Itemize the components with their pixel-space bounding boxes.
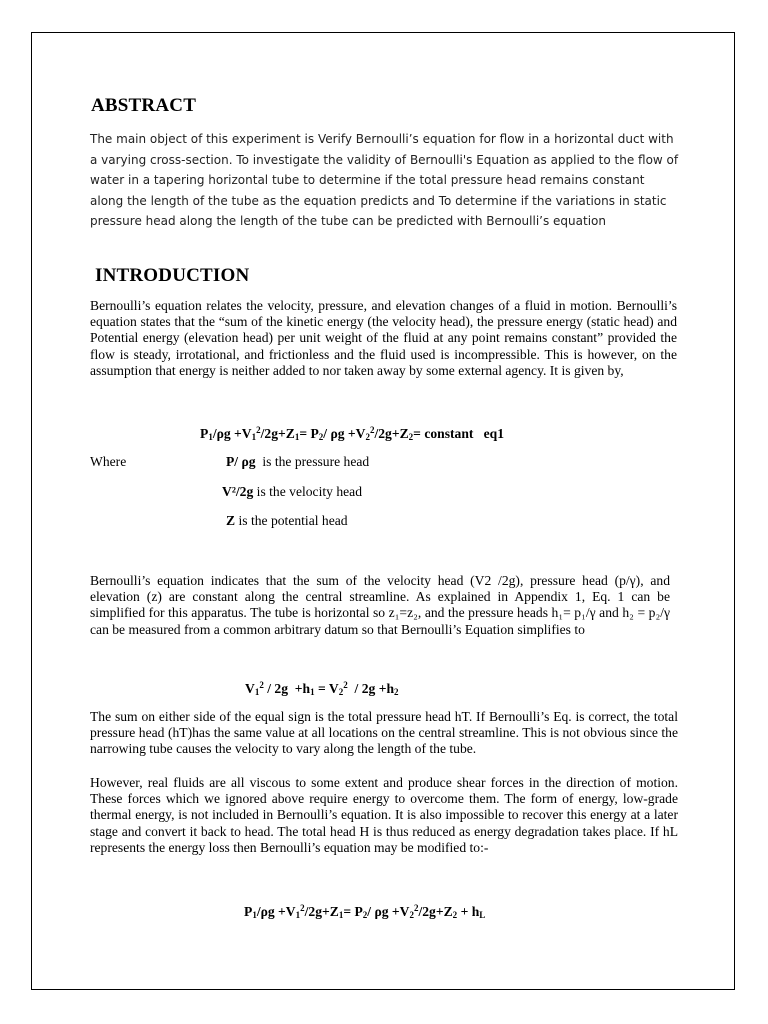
def-term: P/ ρg xyxy=(226,454,256,469)
def-text: is the velocity head xyxy=(256,484,362,499)
definition-pressure-head xyxy=(226,454,369,470)
abstract-heading: ABSTRACT xyxy=(91,95,197,116)
def-text: is the pressure head xyxy=(262,454,370,469)
equation-label: eq1 xyxy=(483,426,504,441)
def-term: Z xyxy=(226,513,236,528)
intro-paragraph-2: Bernoulli’s equation indicates that the sum of the velocity head (V2 /2g), pressure head (p/γ), and elevation (z) are constant along the central streamline. As explained in Appendix 1, Eq. 1 can be simplified for this apparatus. The tube is horizontal so z₁=z₂, and the pressure heads h₁= p₁/γ and h₂ = p₂/γ can be measured from a common arbitrary datum so that Bernoulli’s Equation simplifies to xyxy=(90,573,670,637)
where-label: Where xyxy=(90,454,127,469)
bernoulli-equation-1: $P_1/\rho g +V_1^2/2g+Z_1= P_2/$ $\rho g +V_2^2/2g+Z_2=$ constant eq1 xyxy=(200,425,504,442)
definition-potential-head xyxy=(226,513,348,529)
introduction-heading: INTRODUCTION xyxy=(95,265,250,286)
abstract-text: The main object of this experiment is Verify Bernoulli’s equation for flow in a horizontal duct with a varying cross-section. To investigate the validity of Bernoulli's Equation as applied to the flow of water in a tapering horizontal tube to determine if the total pressure head remains constant along the length of the tube as the equation predicts and To determine if the variations in static pressure head along the length of the tube can be predicted with Bernoulli’s equation xyxy=(90,132,679,228)
def-text: is the potential head xyxy=(238,513,348,528)
intro-paragraph-1: Bernoulli’s equation relates the velocity, pressure, and elevation changes of a fluid in motion. Bernoulli’s equation states that the “sum of the kinetic energy (the velocity head), the pressure energy (static head) and Potential energy (elevation head) per unit weight of the fluid at any point remains constant” provided the flow is steady, irrotational, and frictionless and the fluid used is incompressible. This is however, on the assumption that energy is neither added to nor taken away by some external agency. It is given by, xyxy=(90,298,677,378)
intro-paragraph-3: The sum on either side of the equal sign is the total pressure head hT. If Bernoulli’s Eq. is correct, the total pressure head (hT)has the same value at all locations on the central streamline. This is not obvious since the narrowing tube causes the velocity to vary along the length of the tube. xyxy=(90,709,678,757)
def-term: V²/2g xyxy=(222,484,254,499)
definition-velocity-head xyxy=(222,484,362,500)
bernoulli-equation-3: $P_1/\rho g +V_1^2/2g+Z_1= P_2/$ $\rho g +V_2^2/2g+Z_2 + h_L$ xyxy=(244,903,486,920)
intro-paragraph-4: However, real fluids are all viscous to some extent and produce shear forces in the direction of motion. These forces which we ignored above require energy to overcome them. The form of energy, low-grade thermal energy, is not included in Bernoulli’s equation. It is also impossible to recover this energy at a later stage and convert it back to head. The total head H is thus reduced as energy degradation takes place. If hL represents the energy loss then Bernoulli’s equation may be modified to:- xyxy=(90,775,678,855)
bernoulli-equation-2: $V_1^2 / 2g +h_1 = V_2^2 / 2g +h_2$ xyxy=(245,680,399,697)
